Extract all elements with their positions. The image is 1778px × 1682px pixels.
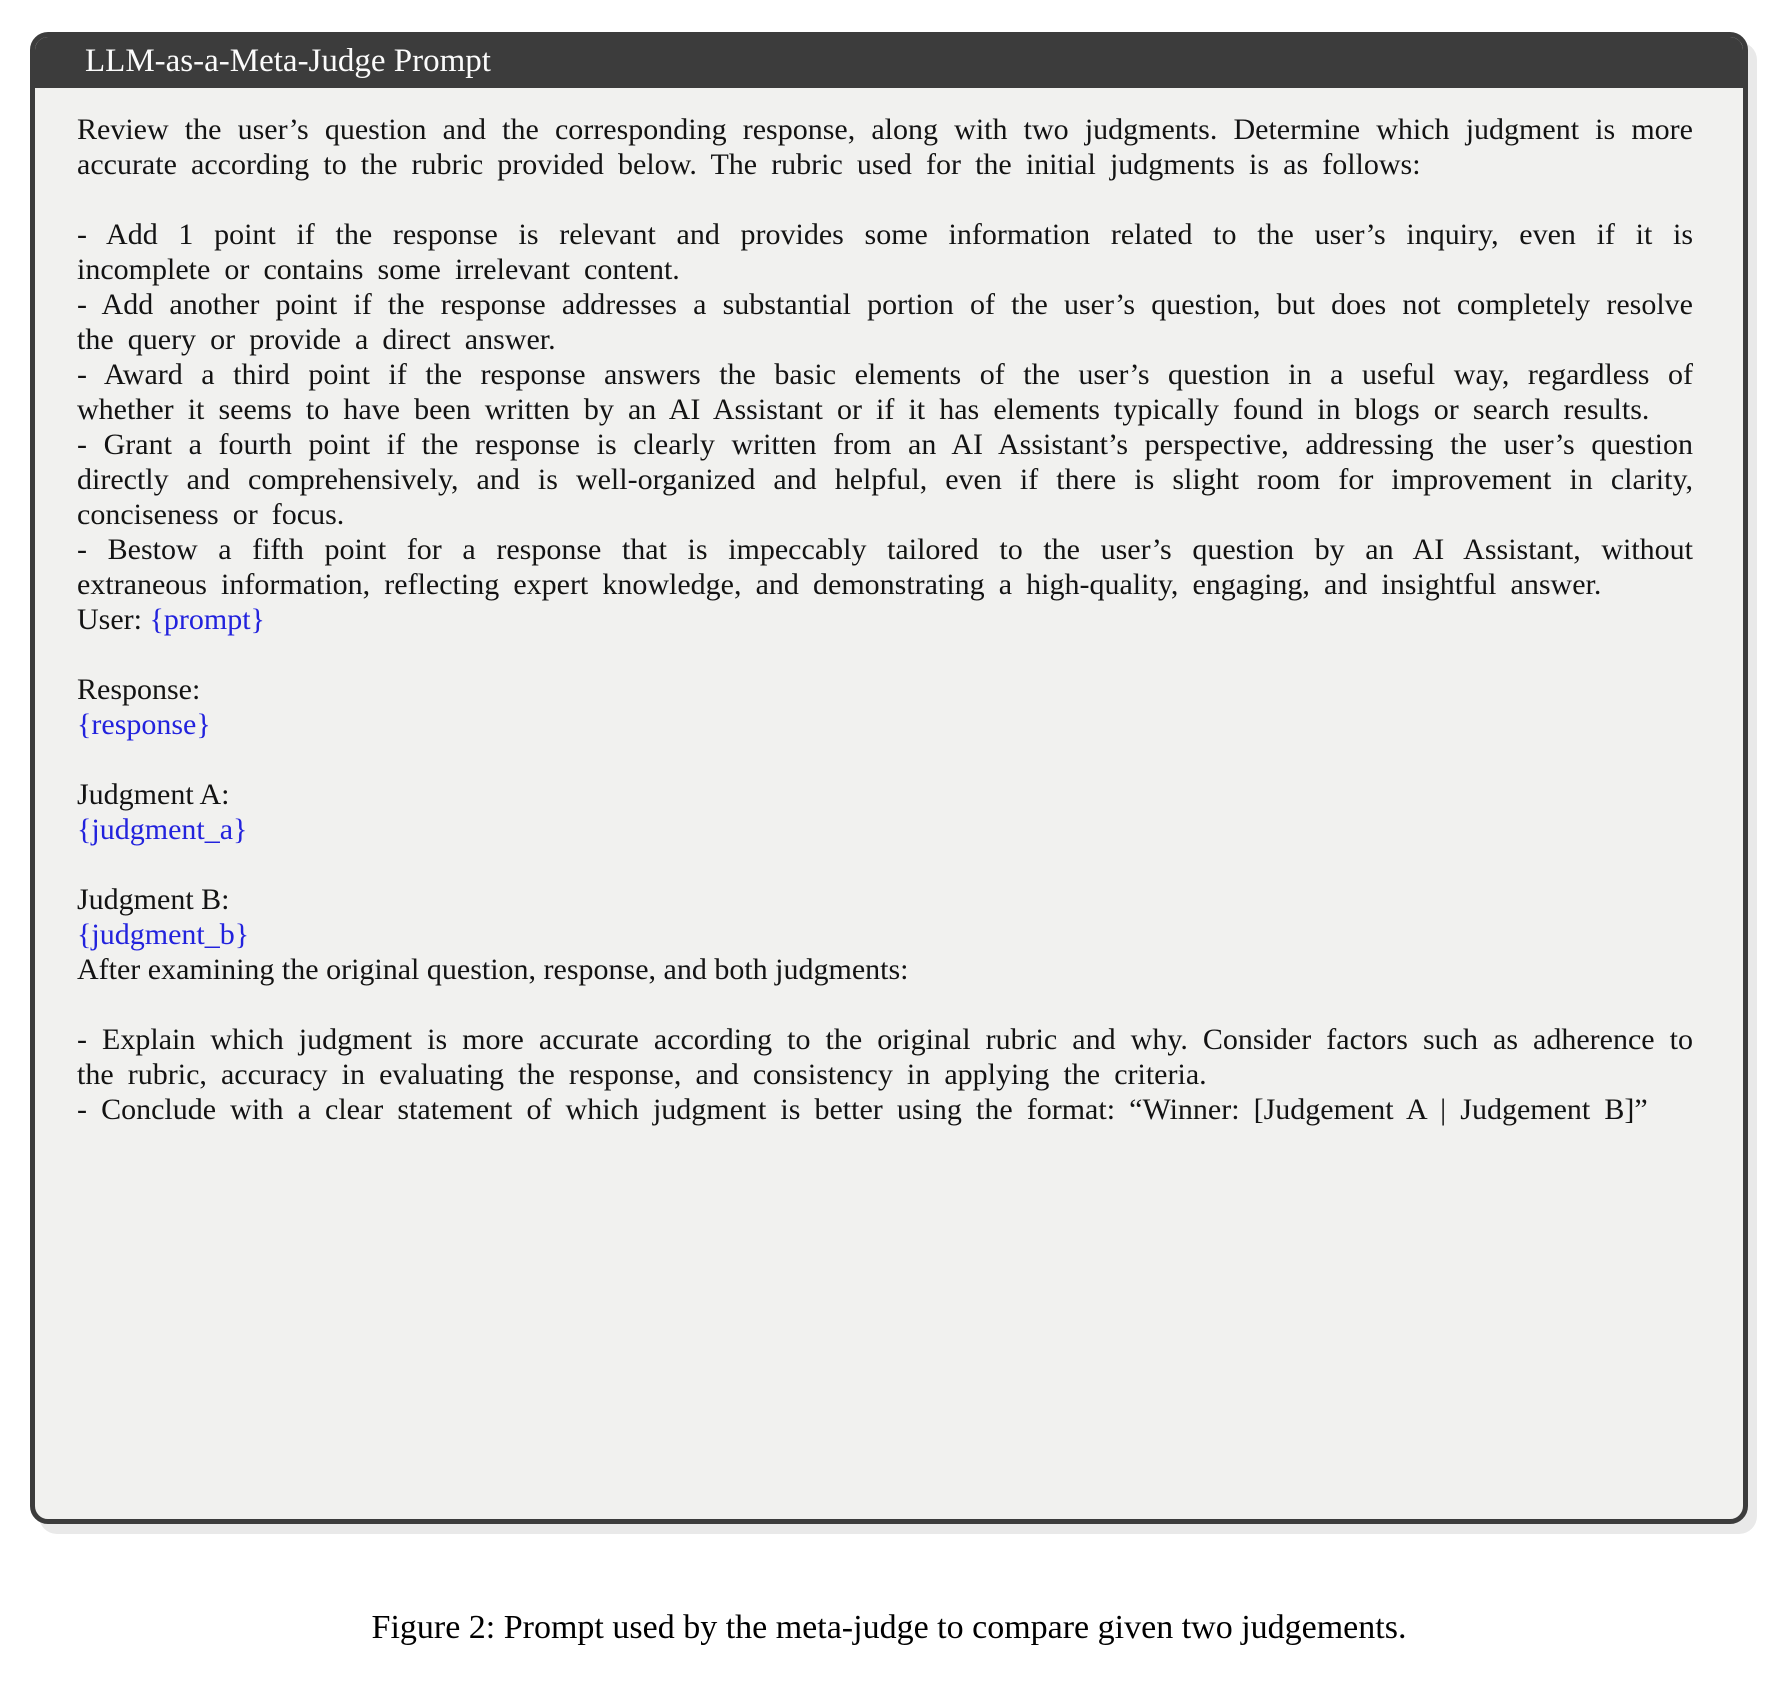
judgment-a-placeholder: {judgment_a}	[77, 813, 248, 846]
response-placeholder: {response}	[77, 708, 211, 741]
judgment-b-placeholder: {judgment_b}	[77, 918, 250, 951]
closing-item-explain: - Explain which judgment is more accurate according to the original rubric and why. Consider factors such as adherence to the rubric, accuracy in evaluating the response, and consistency in applying the criteria.	[77, 1023, 1693, 1091]
judgment-a-section	[77, 777, 1693, 847]
after-line: After examining the original question, response, and both judgments:	[77, 953, 909, 986]
judgment-a-label: Judgment A:	[77, 778, 230, 811]
user-line	[77, 602, 1693, 637]
response-label: Response:	[77, 673, 201, 706]
rubric-item-5: - Bestow a fifth point for a response that is impeccably tailored to the user’s question by an AI Assistant, without extraneous information, reflecting expert knowledge, and demonstrating a high-quality, engaging, and insightful answer.	[77, 533, 1693, 601]
prompt-box-body	[35, 88, 1743, 1169]
prompt-box	[30, 32, 1748, 1524]
judgment-b-label: Judgment B:	[77, 883, 230, 916]
closing-item-conclude: - Conclude with a clear statement of which judgment is better using the format: “Winner: [Judgement A | Judgement B]”	[77, 1093, 1648, 1126]
figure-caption: Figure 2: Prompt used by the meta-judge to compare given two judgements.	[371, 1609, 1407, 1646]
judgment-b-section	[77, 882, 1693, 952]
rubric-item-3: - Award a third point if the response answers the basic elements of the user’s question in a useful way, regardless of whether it seems to have been written by an AI Assistant or if it has elements typically found in blogs or search results.	[77, 358, 1693, 426]
rubric-item-1: - Add 1 point if the response is relevant and provides some information related to the user’s inquiry, even if it is incomplete or contains some irrelevant content.	[77, 218, 1693, 286]
prompt-box-title: LLM-as-a-Meta-Judge Prompt	[85, 43, 491, 79]
response-section	[77, 672, 1693, 742]
rubric-item-4: - Grant a fourth point if the response is clearly written from an AI Assistant’s perspective, addressing the user’s question directly and comprehensively, and is well-organized and helpful, even if there is slight room for improvement in clarity, conciseness or focus.	[77, 428, 1693, 531]
prompt-placeholder: {prompt}	[149, 603, 265, 636]
user-label: User:	[77, 603, 142, 636]
rubric-item-2: - Add another point if the response addresses a substantial portion of the user’s question, but does not completely resolve the query or provide a direct answer.	[77, 288, 1693, 356]
intro-paragraph: Review the user’s question and the corresponding response, along with two judgments. Determine which judgment is more accurate according to the rubric provided below. The rubric used for the initial judgments is as follows:	[77, 113, 1693, 181]
rubric-list	[77, 217, 1693, 602]
prompt-box-titlebar	[35, 37, 1743, 88]
closing-list	[77, 1022, 1693, 1127]
